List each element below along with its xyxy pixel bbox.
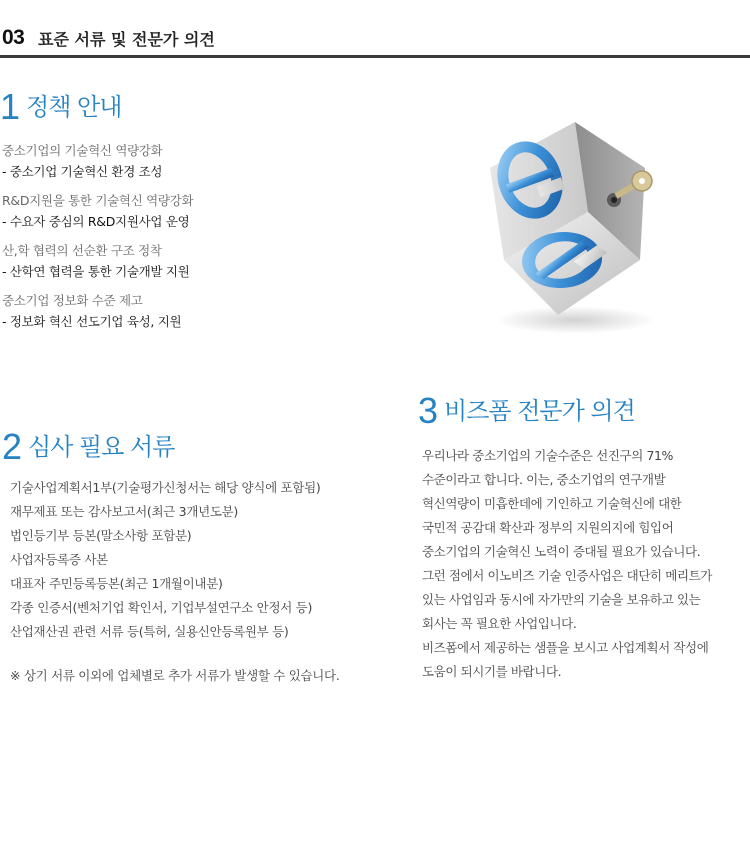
document-item: 법인등기부 등본(말소사항 포함분) bbox=[10, 528, 192, 543]
opinion-line: 그런 점에서 이노비즈 기술 인증사업은 대단히 메리트가 bbox=[422, 568, 712, 583]
header-title: 표준 서류 및 전문가 의견 bbox=[38, 30, 215, 49]
document-item: 재무제표 또는 감사보고서(최근 3개년도분) bbox=[10, 504, 239, 519]
section3-heading bbox=[418, 390, 635, 432]
opinion-line: 회사는 꼭 필요한 사업입니다. bbox=[422, 616, 577, 631]
required-documents-list bbox=[10, 476, 390, 684]
policy-goal: 중소기업 정보화 수준 제고 bbox=[2, 293, 143, 308]
header-number: 03 bbox=[2, 26, 25, 49]
section3-number: 3 bbox=[418, 390, 439, 431]
section3-title: 비즈폼 전문가 의견 bbox=[444, 397, 635, 425]
e-cube-key-icon bbox=[470, 110, 710, 340]
opinion-line: 비즈폼에서 제공하는 샘플을 보시고 사업계획서 작성에 bbox=[422, 640, 709, 655]
section2-heading bbox=[2, 426, 174, 468]
opinion-line: 국민적 공감대 확산과 정부의 지원의지에 힘입어 bbox=[422, 520, 674, 535]
section1-heading bbox=[0, 86, 121, 128]
document-item: 산업재산권 관련 서류 등(특허, 실용신안등록원부 등) bbox=[10, 624, 289, 639]
page-header bbox=[0, 0, 750, 58]
section2-number: 2 bbox=[2, 426, 23, 467]
policy-item bbox=[2, 190, 382, 240]
document-item: 사업자등록증 사본 bbox=[10, 552, 108, 567]
policy-goal: 산,학 협력의 선순환 구조 정착 bbox=[2, 243, 162, 258]
policy-detail: - 산학연 협력을 통한 기술개발 지원 bbox=[2, 264, 190, 279]
policy-list bbox=[2, 140, 382, 340]
documents-note: ※ 상기 서류 이외에 업체별로 추가 서류가 발생할 수 있습니다. bbox=[10, 668, 340, 683]
policy-item bbox=[2, 290, 382, 340]
policy-goal: R&D지원을 통한 기술혁신 역량강화 bbox=[2, 193, 194, 208]
expert-opinion-text bbox=[422, 444, 742, 684]
policy-item bbox=[2, 140, 382, 190]
policy-item bbox=[2, 240, 382, 290]
policy-detail: - 정보화 혁신 선도기업 육성, 지원 bbox=[2, 314, 182, 329]
opinion-line: 혁신역량이 미흡한데에 기인하고 기술혁신에 대한 bbox=[422, 496, 682, 511]
opinion-line: 우리나라 중소기업의 기술수준은 선진구의 71% bbox=[422, 448, 674, 463]
document-item: 기술사업계획서1부(기술평가신청서는 해당 양식에 포함됨) bbox=[10, 480, 321, 495]
section1-title: 정책 안내 bbox=[26, 93, 122, 121]
document-item: 대표자 주민등록등본(최근 1개월이내분) bbox=[10, 576, 223, 591]
opinion-line: 수준이라고 합니다. 이는, 중소기업의 연구개발 bbox=[422, 472, 666, 487]
opinion-line: 중소기업의 기술혁신 노력이 증대될 필요가 있습니다. bbox=[422, 544, 701, 559]
section1-number: 1 bbox=[0, 86, 21, 127]
section2-title: 심사 필요 서류 bbox=[28, 433, 175, 461]
opinion-line: 있는 사업임과 동시에 자가만의 기술을 보유하고 있는 bbox=[422, 592, 701, 607]
policy-detail: - 수요자 중심의 R&D지원사업 운영 bbox=[2, 214, 190, 229]
document-item: 각종 인증서(벤처기업 확인서, 기업부설연구소 안정서 등) bbox=[10, 600, 313, 615]
policy-goal: 중소기업의 기술혁신 역량강화 bbox=[2, 143, 163, 158]
opinion-line: 도움이 되시기를 바랍니다. bbox=[422, 664, 562, 679]
policy-detail: - 중소기업 기술혁신 환경 조성 bbox=[2, 164, 163, 179]
